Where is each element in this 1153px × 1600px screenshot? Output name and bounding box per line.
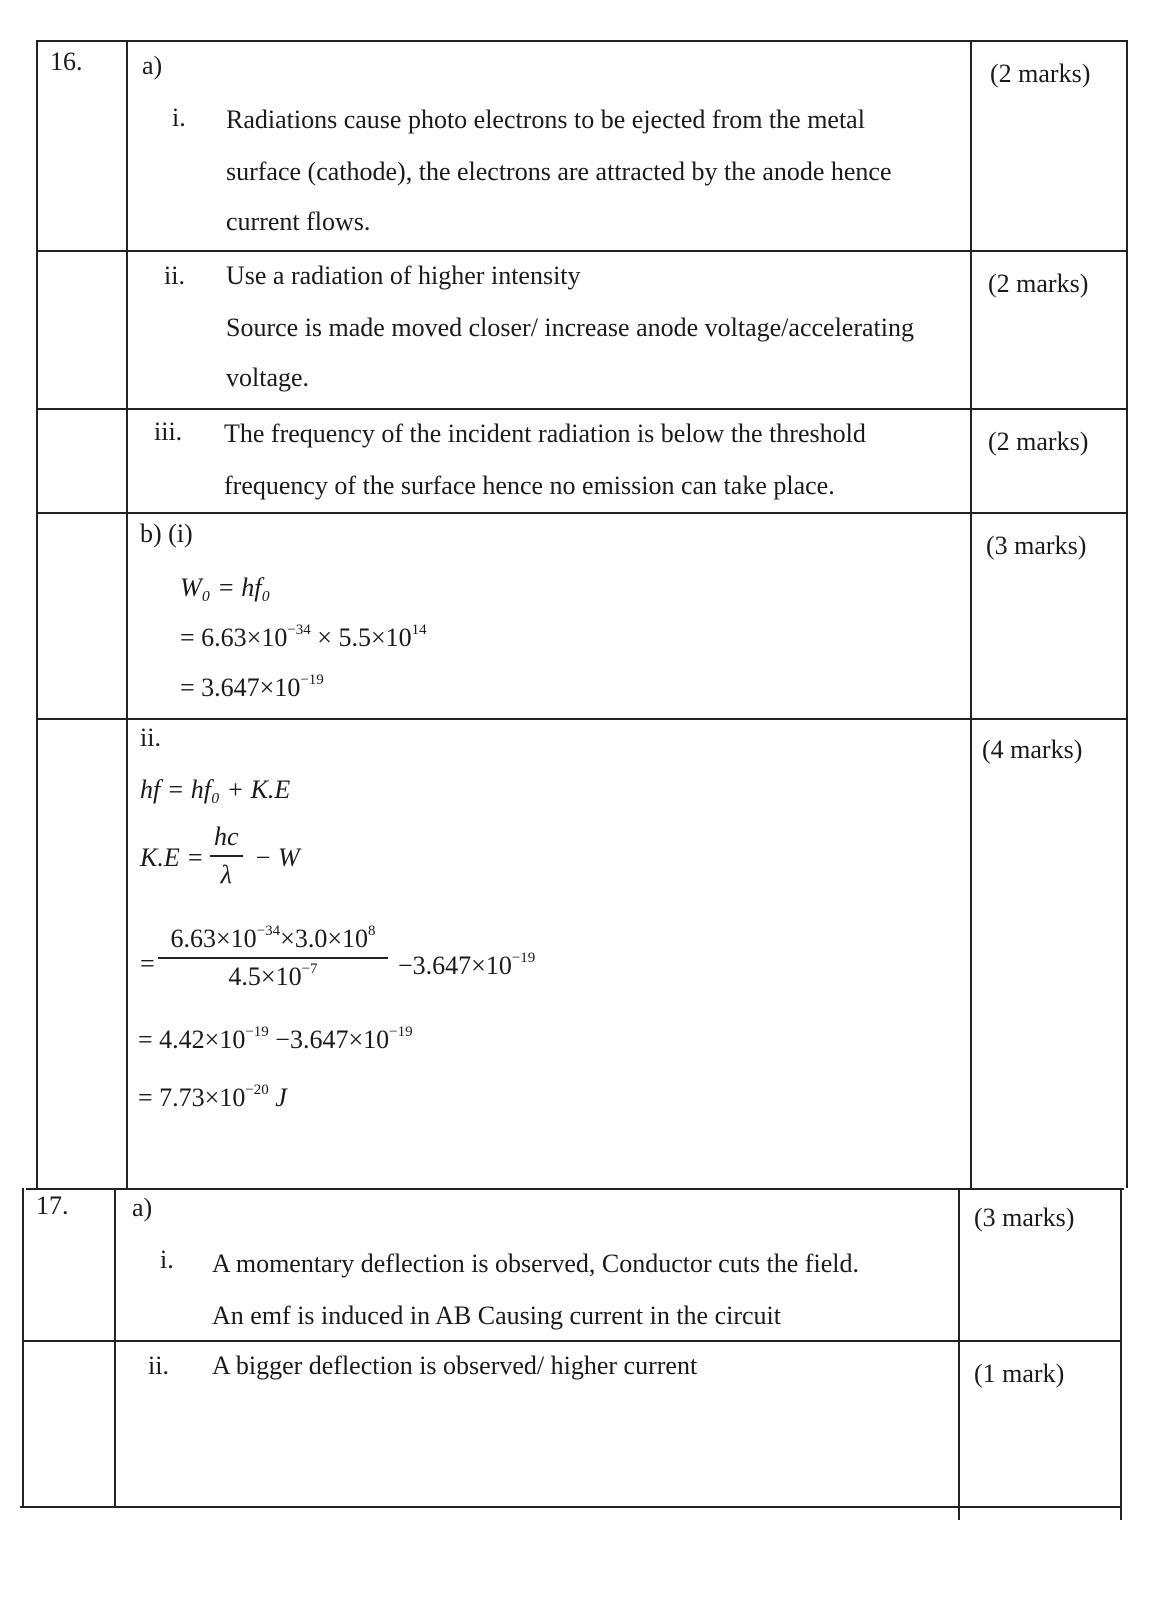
marks-16a-ii: (2 marks) bbox=[988, 269, 1089, 298]
answer-16a-ii-line2: Source is made moved closer/ increase anode voltage/accelerating bbox=[226, 313, 914, 342]
marks-16a-i: (2 marks) bbox=[990, 59, 1091, 88]
equation-photoelectric: hf = hf₀ + K.E bbox=[140, 775, 291, 804]
roman-17a-ii: ii. bbox=[148, 1351, 169, 1380]
question-number-17: 17. bbox=[36, 1191, 69, 1220]
equation-ke-difference: = $4.42\times 10^{-19} -3.647\times 10^{-19}$ bbox=[138, 1024, 413, 1054]
table-border-bottom bbox=[20, 1506, 1122, 1508]
ke-denominator: λ bbox=[220, 859, 232, 889]
row-divider-16a-ii bbox=[36, 250, 1128, 252]
ke-numerator: hc bbox=[214, 822, 239, 851]
roman-16a-iii: iii. bbox=[154, 417, 183, 446]
part-b-ii-label: ii. bbox=[140, 723, 161, 752]
equation-ke-result: = $7.73\times 10^{-20}$ J bbox=[138, 1082, 287, 1112]
table-border-right-lower bbox=[1120, 1188, 1122, 1520]
row-divider-17a-ii bbox=[22, 1340, 1122, 1342]
marks-16a-iii: (2 marks) bbox=[988, 427, 1089, 456]
marks-17a-ii: (1 mark) bbox=[974, 1359, 1065, 1388]
equation-work-function-result: = $3.647\times 10^{-19}$ bbox=[180, 672, 324, 702]
answer-16a-i-line2: surface (cathode), the electrons are attracted by the anode hence bbox=[226, 157, 892, 186]
answer-17a-i-line2: An emf is induced in AB Causing current in the circuit bbox=[212, 1301, 781, 1330]
answer-16a-ii-line1: Use a radiation of higher intensity bbox=[226, 261, 581, 290]
answer-16a-ii-line3: voltage. bbox=[226, 363, 310, 392]
table-border-left-lower bbox=[22, 1188, 24, 1506]
number-column-divider bbox=[126, 40, 128, 1188]
substitution-numerator: $6.63\times 10^{-34}\times 3.0\times 10^8$ bbox=[170, 923, 376, 953]
part-b-i-label: b) (i) bbox=[140, 519, 193, 548]
substitution-fraction-bar bbox=[158, 957, 388, 959]
row-divider-16b-ii bbox=[36, 718, 1128, 720]
roman-17a-i: i. bbox=[160, 1245, 174, 1274]
part-a-label: a) bbox=[142, 51, 163, 80]
row-divider-16b-i bbox=[36, 512, 1128, 514]
ke-fraction-bar bbox=[210, 855, 243, 857]
row-divider-16a-iii bbox=[36, 408, 1128, 410]
marks-16b-i: (3 marks) bbox=[986, 531, 1087, 560]
equation-ke-rhs: − W bbox=[254, 843, 300, 872]
substitution-denominator: $4.5\times 10^{-7}$ bbox=[228, 960, 318, 991]
marks-column-divider-lower bbox=[958, 1188, 960, 1520]
table-border-top bbox=[36, 40, 1128, 42]
equation-substitution-equals: = bbox=[140, 949, 155, 978]
marks-17a-i: (3 marks) bbox=[974, 1203, 1075, 1232]
marks-16b-ii: (4 marks) bbox=[982, 735, 1083, 764]
roman-16a-i: i. bbox=[172, 103, 186, 132]
part-17a-label: a) bbox=[132, 1193, 153, 1222]
answer-16a-iii-line2: frequency of the surface hence no emission can take place. bbox=[224, 471, 835, 500]
table-border-left bbox=[36, 40, 38, 1188]
equation-ke-fraction bbox=[210, 822, 243, 890]
number-column-divider-lower bbox=[114, 1188, 116, 1506]
table-border-right bbox=[1126, 40, 1128, 1188]
marks-column-divider bbox=[970, 40, 972, 1188]
equation-substitution-fraction bbox=[158, 924, 388, 992]
equation-work-function-value: = $6.63\times 10^{-34} \times 5.5\times 10^{14}$ bbox=[180, 622, 427, 652]
equation-ke-lhs: K.E = bbox=[140, 843, 204, 872]
equation-work-function: W₀ = hf₀ bbox=[180, 573, 271, 602]
answer-16a-i-line1: Radiations cause photo electrons to be ejected from the metal bbox=[226, 105, 865, 134]
question-number-16: 16. bbox=[50, 47, 83, 76]
answer-17a-ii-line1: A bigger deflection is observed/ higher current bbox=[212, 1351, 698, 1380]
roman-16a-ii: ii. bbox=[164, 261, 185, 290]
equation-substitution-rhs: $-3.647\times 10^{-19}$ bbox=[398, 950, 536, 980]
answer-16a-iii-line1: The frequency of the incident radiation is below the threshold bbox=[224, 419, 866, 448]
answer-16a-i-line3: current flows. bbox=[226, 207, 371, 236]
answer-17a-i-line1: A momentary deflection is observed, Conductor cuts the field. bbox=[212, 1249, 859, 1278]
